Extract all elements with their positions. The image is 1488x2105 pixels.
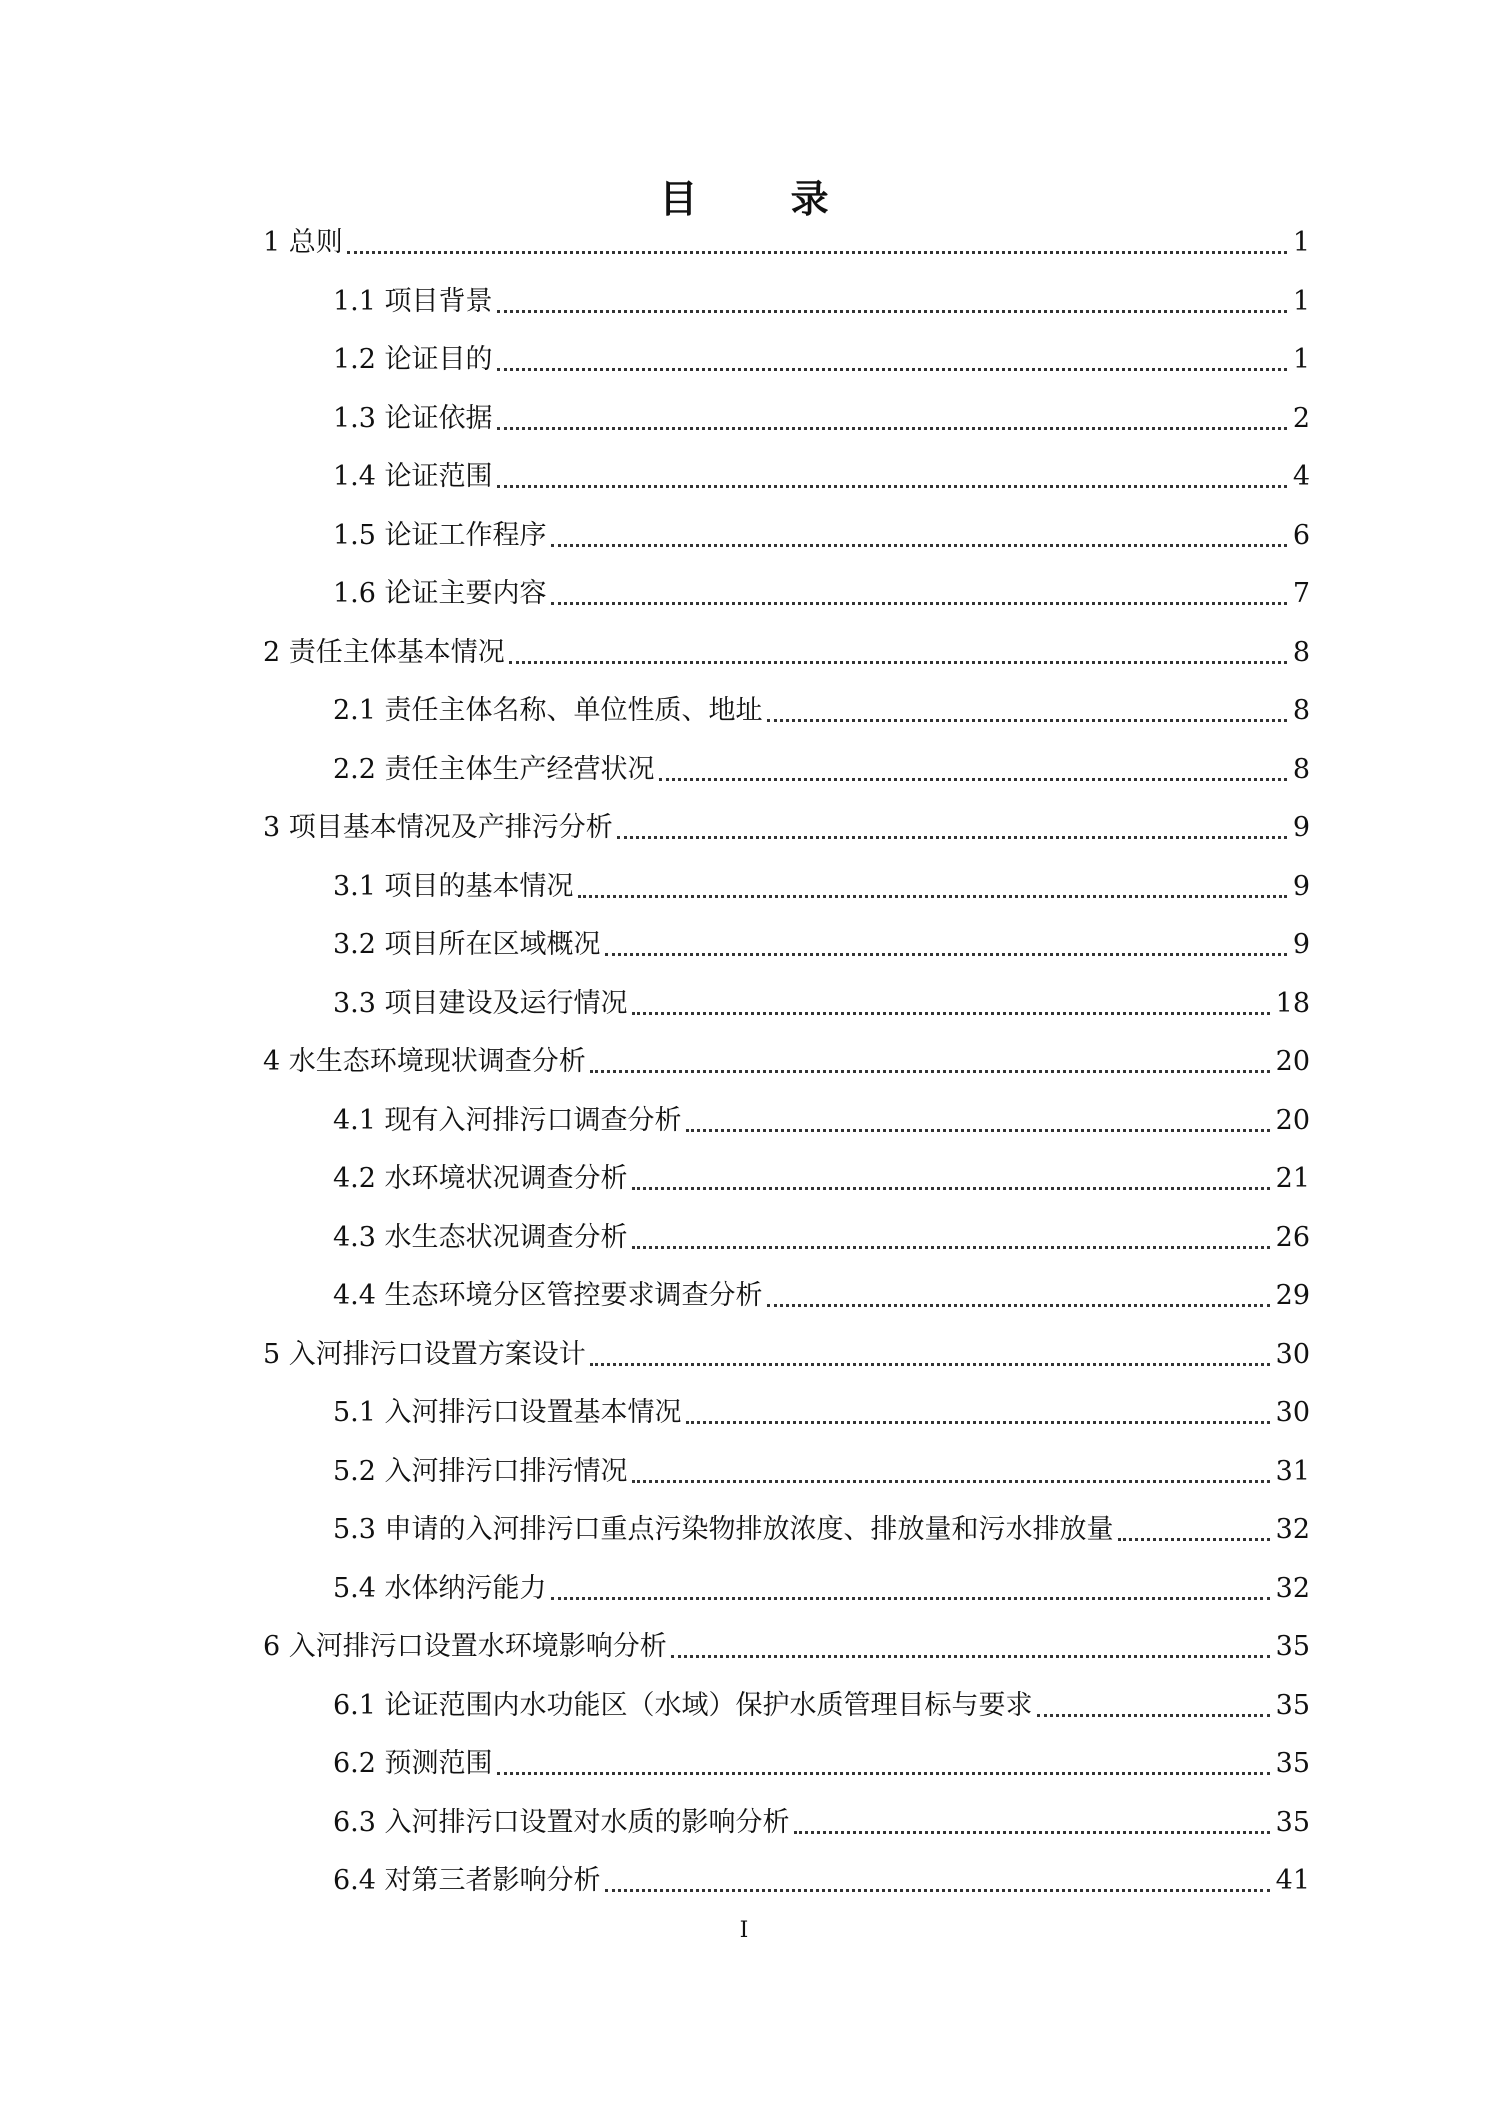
- toc-entry-page-number: 6: [1292, 520, 1310, 551]
- toc-entry[interactable]: [333, 750, 1310, 790]
- toc-entry-label: 3.2 项目所在区域概况: [333, 929, 601, 960]
- dot-leader: [551, 1597, 1270, 1600]
- toc-entry-label: 1.4 论证范围: [333, 461, 493, 492]
- toc-entry[interactable]: [333, 1101, 1310, 1141]
- toc-entry[interactable]: [333, 691, 1310, 731]
- toc-entry-page-number: 20: [1275, 1105, 1310, 1136]
- toc-entry-page-number: 4: [1292, 461, 1310, 492]
- toc-entry[interactable]: [263, 1335, 1310, 1375]
- toc-entry[interactable]: [333, 457, 1310, 497]
- toc-entry-label: 1.3 论证依据: [333, 403, 493, 434]
- toc-entry-page-number: 21: [1275, 1163, 1310, 1194]
- toc-entry-label: 4.2 水环境状况调查分析: [333, 1163, 628, 1194]
- dot-leader: [767, 1304, 1270, 1307]
- toc-entry-label: 5.2 入河排污口排污情况: [333, 1456, 628, 1487]
- toc-entry-label: 2.1 责任主体名称、单位性质、地址: [333, 695, 763, 726]
- dot-leader: [632, 1246, 1270, 1249]
- dot-leader: [497, 485, 1287, 488]
- toc-entry-label: 6.1 论证范围内水功能区（水域）保护水质管理目标与要求: [333, 1690, 1033, 1721]
- toc-entry-page-number: 35: [1275, 1748, 1310, 1779]
- toc-entry-label: 3 项目基本情况及产排污分析: [263, 812, 613, 843]
- toc-entry-label: 3.1 项目的基本情况: [333, 871, 574, 902]
- dot-leader: [617, 836, 1287, 839]
- toc-entry-label: 1 总则: [263, 227, 343, 258]
- dot-leader: [794, 1831, 1270, 1834]
- toc-entry-page-number: 8: [1292, 754, 1310, 785]
- toc-entry-page-number: 1: [1292, 286, 1310, 317]
- dot-leader: [578, 895, 1287, 898]
- toc-entry-label: 5.1 入河排污口设置基本情况: [333, 1397, 682, 1428]
- dot-leader: [497, 310, 1287, 313]
- toc-entry-label: 5 入河排污口设置方案设计: [263, 1339, 586, 1370]
- toc-entry-label: 4.4 生态环境分区管控要求调查分析: [333, 1280, 763, 1311]
- dot-leader: [1118, 1538, 1270, 1541]
- toc-title: 目 录: [659, 176, 869, 221]
- toc-entry-page-number: 32: [1275, 1573, 1310, 1604]
- dot-leader: [509, 661, 1287, 664]
- toc-entry-page-number: 1: [1292, 344, 1310, 375]
- toc-entry-page-number: 8: [1292, 695, 1310, 726]
- dot-leader: [605, 1889, 1270, 1892]
- toc-entry-label: 6.4 对第三者影响分析: [333, 1865, 601, 1896]
- dot-leader: [1037, 1714, 1270, 1717]
- toc-entry-label: 4.3 水生态状况调查分析: [333, 1222, 628, 1253]
- dot-leader: [605, 953, 1287, 956]
- toc-entry[interactable]: [333, 867, 1310, 907]
- toc-entry[interactable]: [263, 223, 1310, 263]
- dot-leader: [551, 544, 1287, 547]
- dot-leader: [551, 602, 1287, 605]
- toc-entry-page-number: 35: [1275, 1807, 1310, 1838]
- toc-entry[interactable]: [333, 984, 1310, 1024]
- dot-leader: [632, 1480, 1270, 1483]
- dot-leader: [686, 1129, 1270, 1132]
- toc-entry[interactable]: [333, 1686, 1310, 1726]
- toc-entry-page-number: 8: [1292, 637, 1310, 668]
- toc-entry-page-number: 35: [1275, 1690, 1310, 1721]
- toc-entry[interactable]: [263, 808, 1310, 848]
- dot-leader: [497, 368, 1287, 371]
- toc-entry-label: 2 责任主体基本情况: [263, 637, 505, 668]
- toc-entry[interactable]: [333, 574, 1310, 614]
- toc-entry-page-number: 30: [1275, 1339, 1310, 1370]
- toc-entry-page-number: 31: [1275, 1456, 1310, 1487]
- toc-entry-page-number: 35: [1275, 1631, 1310, 1662]
- dot-leader: [659, 778, 1287, 781]
- toc-entry[interactable]: [333, 1452, 1310, 1492]
- toc-entry[interactable]: [333, 1393, 1310, 1433]
- toc-entry-label: 1.6 论证主要内容: [333, 578, 547, 609]
- toc-entry-page-number: 18: [1275, 988, 1310, 1019]
- toc-entry-page-number: 2: [1292, 403, 1310, 434]
- toc-entry-label: 6 入河排污口设置水环境影响分析: [263, 1631, 667, 1662]
- toc-entry-page-number: 32: [1275, 1514, 1310, 1545]
- toc-entry[interactable]: [333, 1744, 1310, 1784]
- toc-entry[interactable]: [333, 1569, 1310, 1609]
- toc-entry-label: 3.3 项目建设及运行情况: [333, 988, 628, 1019]
- toc-entry[interactable]: [333, 1510, 1310, 1550]
- dot-leader: [590, 1070, 1270, 1073]
- toc-entry-label: 4.1 现有入河排污口调查分析: [333, 1105, 682, 1136]
- toc-entry-label: 5.3 申请的入河排污口重点污染物排放浓度、排放量和污水排放量: [333, 1514, 1114, 1545]
- toc-entry-label: 1.5 论证工作程序: [333, 520, 547, 551]
- toc-entry[interactable]: [333, 1276, 1310, 1316]
- toc-entry[interactable]: [333, 516, 1310, 556]
- toc-entry-label: 6.2 预测范围: [333, 1748, 493, 1779]
- toc-entry[interactable]: [263, 1042, 1310, 1082]
- dot-leader: [347, 251, 1287, 254]
- toc-entry-page-number: 7: [1292, 578, 1310, 609]
- toc-entry-label: 1.1 项目背景: [333, 286, 493, 317]
- toc-entry-page-number: 1: [1292, 227, 1310, 258]
- toc-entry[interactable]: [263, 1627, 1310, 1667]
- toc-entry-page-number: 30: [1275, 1397, 1310, 1428]
- toc-entry[interactable]: [333, 1159, 1310, 1199]
- toc-entry[interactable]: [333, 282, 1310, 322]
- dot-leader: [767, 719, 1287, 722]
- dot-leader: [632, 1187, 1270, 1190]
- dot-leader: [671, 1655, 1270, 1658]
- toc-entry-page-number: 29: [1275, 1280, 1310, 1311]
- toc-entry-label: 5.4 水体纳污能力: [333, 1573, 547, 1604]
- dot-leader: [497, 427, 1287, 430]
- toc-entry-page-number: 9: [1292, 871, 1310, 902]
- toc-entry[interactable]: [333, 340, 1310, 380]
- dot-leader: [590, 1363, 1270, 1366]
- toc-entry[interactable]: [333, 399, 1310, 439]
- dot-leader: [632, 1012, 1270, 1015]
- toc-entry[interactable]: [333, 1803, 1310, 1843]
- toc-entry-label: 1.2 论证目的: [333, 344, 493, 375]
- toc-entry-label: 4 水生态环境现状调查分析: [263, 1046, 586, 1077]
- toc-entry-page-number: 9: [1292, 812, 1310, 843]
- toc-entry[interactable]: [333, 1861, 1310, 1901]
- page-number-footer: I: [739, 1918, 749, 1943]
- toc-entry-label: 2.2 责任主体生产经营状况: [333, 754, 655, 785]
- toc-entry-label: 6.3 入河排污口设置对水质的影响分析: [333, 1807, 790, 1838]
- toc-entry[interactable]: [333, 925, 1310, 965]
- toc-entry-page-number: 20: [1275, 1046, 1310, 1077]
- dot-leader: [686, 1421, 1270, 1424]
- dot-leader: [497, 1772, 1270, 1775]
- toc-entry-page-number: 26: [1275, 1222, 1310, 1253]
- toc-entry-page-number: 41: [1275, 1865, 1310, 1896]
- toc-entry[interactable]: [333, 1218, 1310, 1258]
- toc-entry-page-number: 9: [1292, 929, 1310, 960]
- toc-entry[interactable]: [263, 633, 1310, 673]
